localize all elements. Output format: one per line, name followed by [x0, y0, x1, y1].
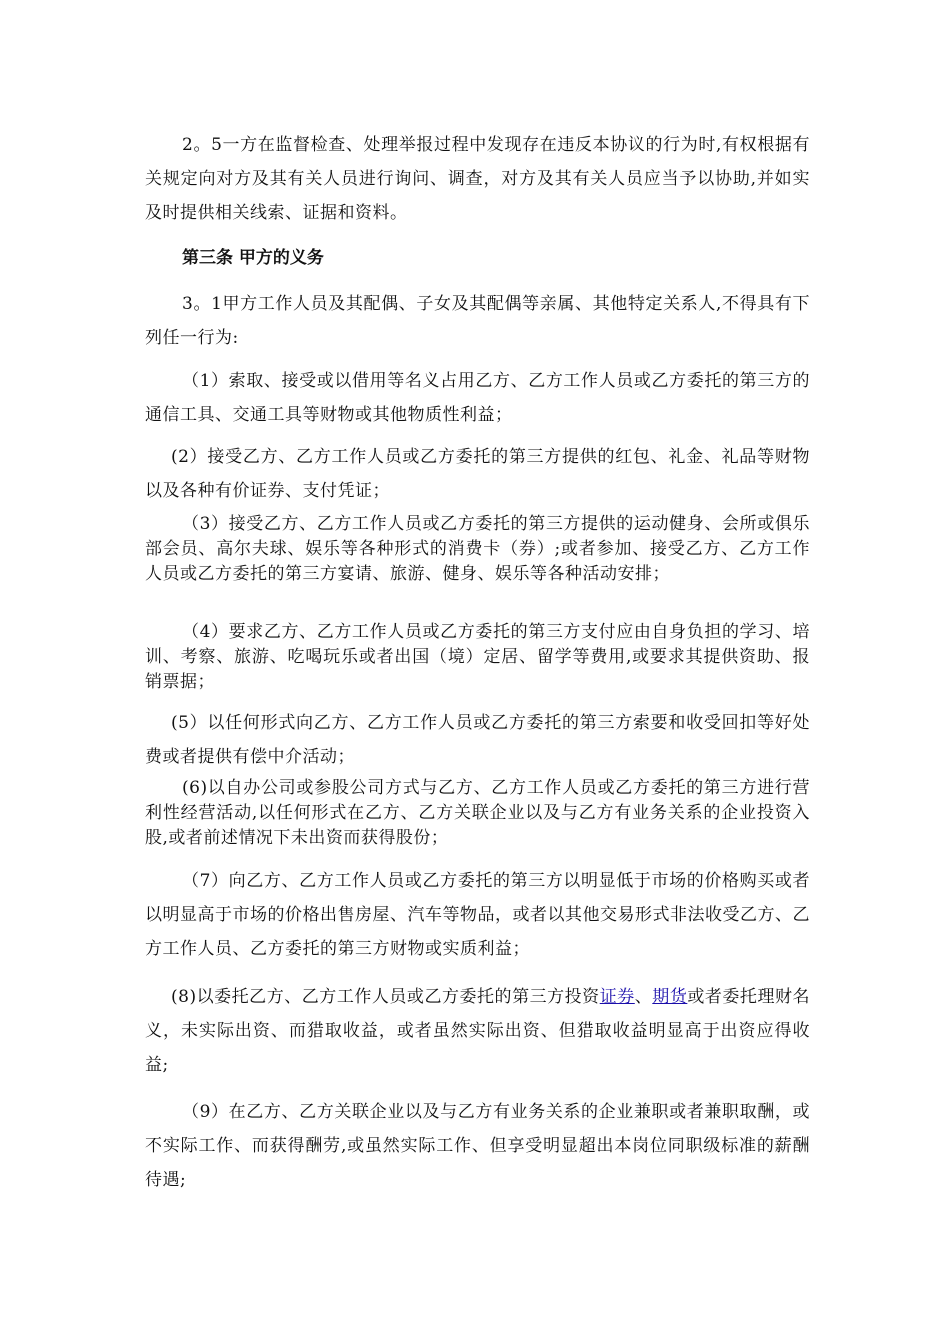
list-item-4: （4）要求乙方、乙方工作人员或乙方委托的第三方支付应由自身负担的学习、培训、考察、旅游、吃喝玩乐或者出国（境）定居、留学等费用,或要求其提供资助、报销票据；	[145, 622, 810, 692]
list-item-5: (5）以任何形式向乙方、乙方工作人员或乙方委托的第三方索要和收受回扣等好处费或者提供有偿中介活动；	[145, 713, 810, 767]
list-item-9: （9）在乙方、乙方关联企业以及与乙方有业务关系的企业兼职或者兼职取酬，或不实际工作、而获得酬劳,或虽然实际工作、但享受明显超出本岗位同职级标准的薪酬待遇;	[145, 1102, 810, 1190]
list-item-7: （7）向乙方、乙方工作人员或乙方委托的第三方以明显低于市场的价格购买或者以明显高于市场的价格出售房屋、汽车等物品，或者以其他交易形式非法收受乙方、乙方工作人员、乙方委托的第三方财物或实质利益；	[145, 871, 810, 959]
list-item-8	[145, 980, 810, 1082]
item-8-text-start: (8)以委托乙方、乙方工作人员或乙方委托的第三方投资	[171, 987, 600, 1007]
paragraph-3-1: 3。1甲方工作人员及其配偶、子女及其配偶等亲属、其他特定关系人,不得具有下列任一行为:	[145, 294, 810, 348]
list-item-1: （1）索取、接受或以借用等名义占用乙方、乙方工作人员或乙方委托的第三方的通信工具、交通工具等财物或其他物质性利益；	[145, 371, 810, 425]
futures-link[interactable]: 期货	[652, 987, 688, 1007]
item-8-text-end: 或者委托理财名义，未实际出资、而猎取收益，或者虽然实际出资、但猎取收益明显高于出资应得收益;	[145, 987, 811, 1075]
list-item-6: (6)以自办公司或参股公司方式与乙方、乙方工作人员或乙方委托的第三方进行营利性经营活动,以任何形式在乙方、乙方关联企业以及与乙方有业务关系的企业投资入股,或者前述情况下未出资而获得股份；	[145, 778, 810, 848]
item-8-separator: 、	[634, 987, 653, 1007]
paragraph-2-5: 2。5一方在监督检查、处理举报过程中发现存在违反本协议的行为时,有权根据有关规定向对方及其有关人员进行询问、调查，对方及其有关人员应当予以协助,并如实及时提供相关线索、证据和资料。	[145, 135, 810, 223]
list-item-2: (2）接受乙方、乙方工作人员或乙方委托的第三方提供的红包、礼金、礼品等财物以及各种有价证券、支付凭证；	[145, 447, 810, 501]
securities-link[interactable]: 证券	[599, 987, 635, 1007]
list-item-3: （3）接受乙方、乙方工作人员或乙方委托的第三方提供的运动健身、会所或俱乐部会员、高尔夫球、娱乐等各种形式的消费卡（券）;或者参加、接受乙方、乙方工作人员或乙方委托的第三方宴请、旅游、健身、娱乐等各种活动安排；	[145, 514, 810, 584]
article-3-heading: 第三条 甲方的义务	[182, 248, 324, 268]
